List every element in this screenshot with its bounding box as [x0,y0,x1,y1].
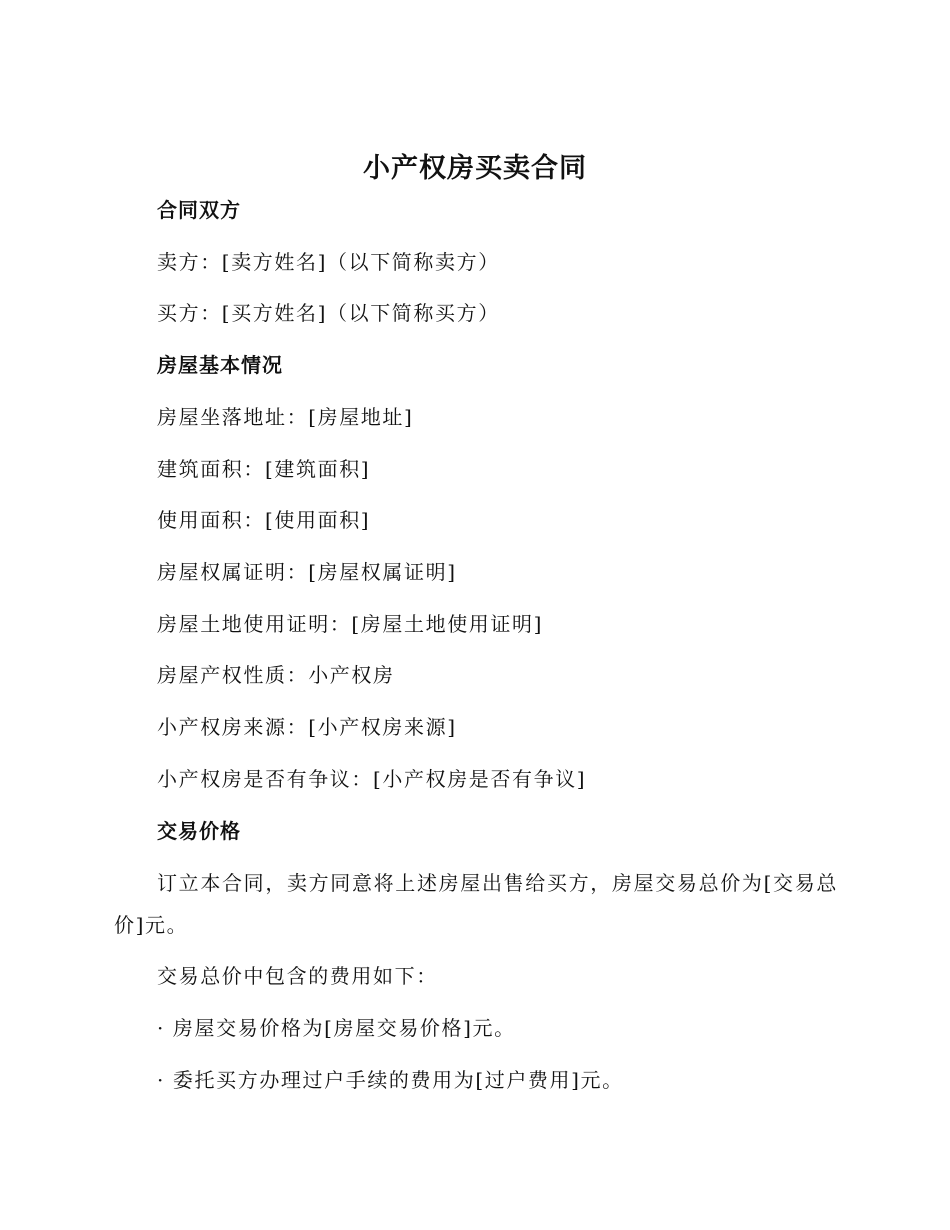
property-dispute-line: 小产权房是否有争议：[小产权房是否有争议] [157,767,587,791]
property-nature-line: 房屋产权性质：小产权房 [157,663,395,687]
list-item: · 房屋交易价格为[房屋交易价格]元。 [157,1016,516,1040]
property-location-line: 房屋坐落地址：[房屋地址] [157,405,414,429]
price-paragraph: 订立本合同，卖方同意将上述房屋出售给买方，房屋交易总价为[交易总价]元。 [114,871,838,937]
building-area-line: 建筑面积：[建筑面积] [157,457,371,481]
ownership-cert-line: 房屋权属证明：[房屋权属证明] [157,560,457,584]
document-title: 小产权房买卖合同 [363,153,587,184]
land-cert-line: 房屋土地使用证明：[房屋土地使用证明] [157,612,544,636]
property-source-line: 小产权房来源：[小产权房来源] [157,715,457,739]
usable-area-line: 使用面积：[使用面积] [157,508,371,532]
fees-intro-line: 交易总价中包含的费用如下： [157,964,438,988]
section-heading-property: 房屋基本情况 [157,353,283,377]
buyer-line: 买方：[买方姓名]（以下简称买方） [157,301,500,325]
list-item: · 委托买方办理过户手续的费用为[过户费用]元。 [157,1068,624,1092]
section-heading-price: 交易价格 [157,819,241,843]
seller-line: 卖方：[卖方姓名]（以下简称卖方） [157,250,500,274]
section-heading-parties: 合同双方 [157,198,241,222]
